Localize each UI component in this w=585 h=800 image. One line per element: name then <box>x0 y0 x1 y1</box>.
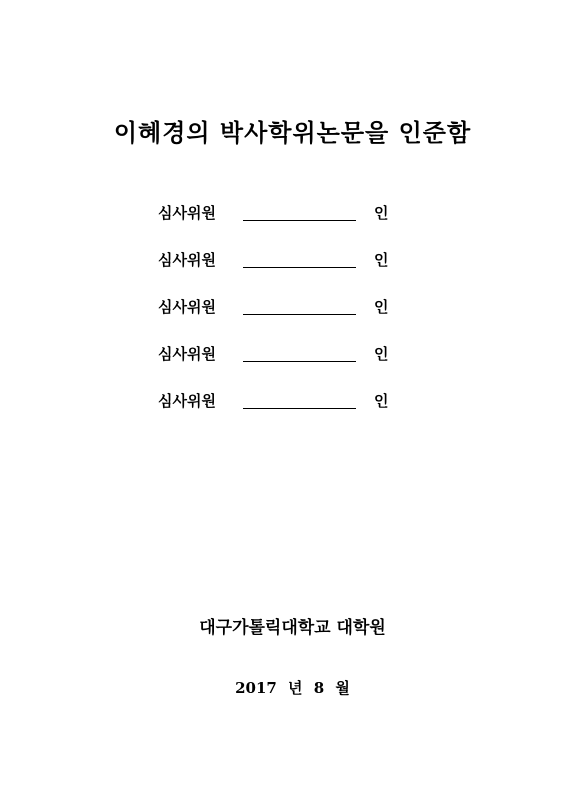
signature-line <box>243 220 356 221</box>
committee-member-row <box>158 247 418 294</box>
committee-list <box>158 200 418 435</box>
committee-member-label: 심사위원 <box>158 345 216 363</box>
committee-member-label: 심사위원 <box>158 392 216 410</box>
seal-mark: 인 <box>374 204 389 222</box>
signature-line <box>243 361 356 362</box>
signature-line <box>243 408 356 409</box>
committee-member-row <box>158 200 418 247</box>
document-title: 이혜경의 박사학위논문을 인준함 <box>113 118 472 147</box>
committee-member-label: 심사위원 <box>158 204 216 222</box>
seal-mark: 인 <box>374 298 389 316</box>
seal-mark: 인 <box>374 251 389 269</box>
signature-line <box>243 314 356 315</box>
committee-member-label: 심사위원 <box>158 298 216 316</box>
committee-member-row <box>158 294 418 341</box>
seal-mark: 인 <box>374 392 389 410</box>
seal-mark: 인 <box>374 345 389 363</box>
committee-member-row <box>158 388 418 435</box>
approval-date: 2017 년 8 월 <box>235 679 350 697</box>
committee-member-row <box>158 341 418 388</box>
committee-member-label: 심사위원 <box>158 251 216 269</box>
institution-name: 대구가톨릭대학교 대학원 <box>199 618 386 638</box>
signature-line <box>243 267 356 268</box>
